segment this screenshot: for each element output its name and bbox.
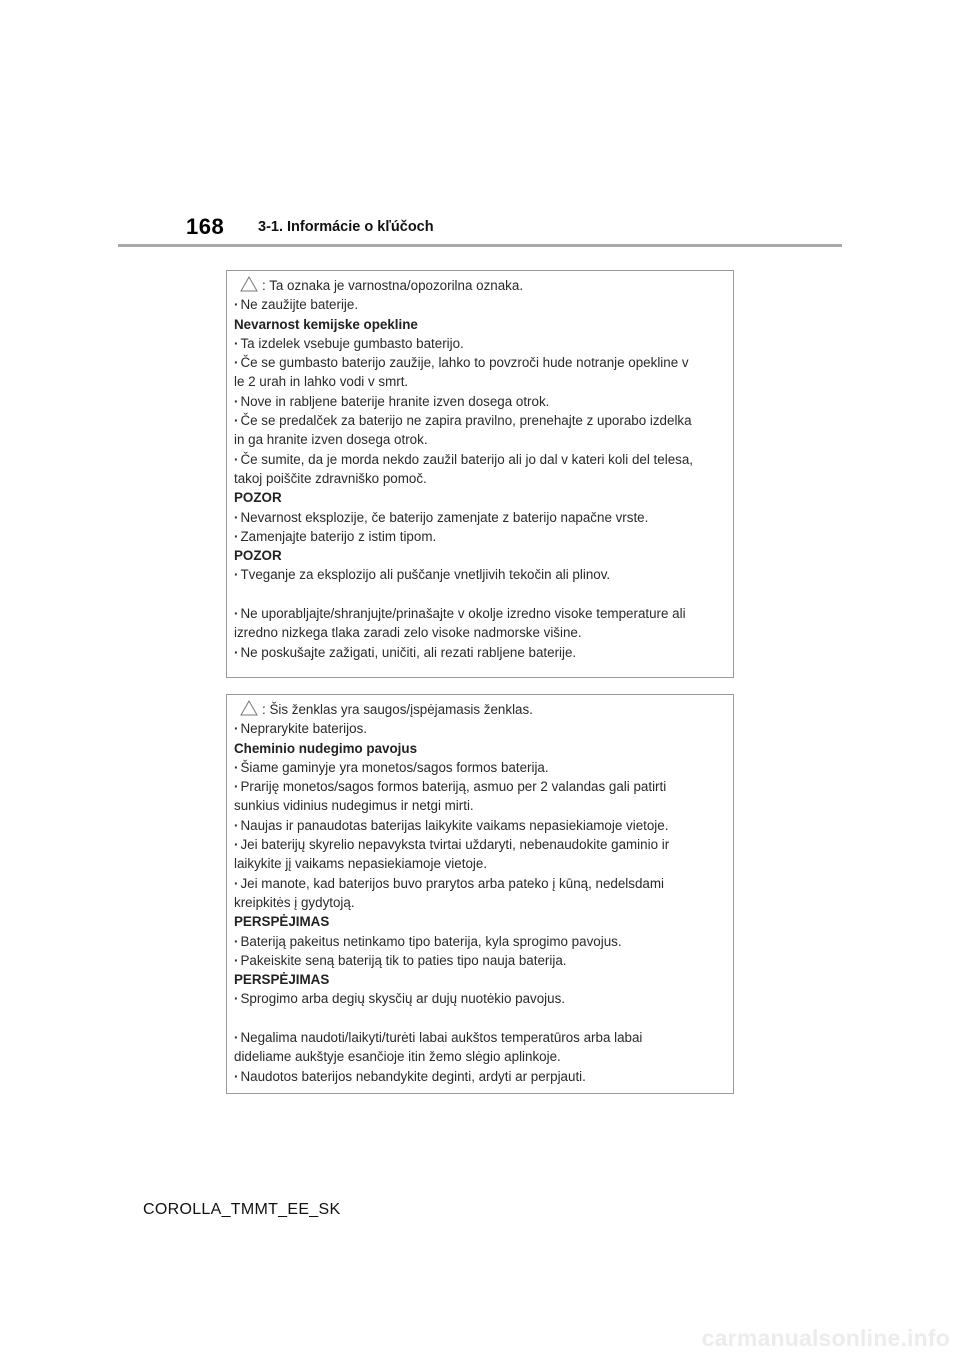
- bullet-item: [234, 565, 727, 584]
- line-text: POZOR: [234, 548, 282, 564]
- line-text: : Šis ženklas yra saugos/įspėjamasis ženklas.: [262, 702, 533, 717]
- bullet-item: [234, 353, 727, 372]
- warning-symbol-caption: [234, 700, 727, 719]
- continuation-line: [234, 796, 727, 815]
- warning-heading: [234, 739, 727, 758]
- line-text: Cheminio nudegimo pavojus: [234, 740, 418, 756]
- bullet-item: [234, 777, 727, 796]
- bullet-item: [234, 835, 727, 854]
- line-text: Bateriją pakeitus netinkamo tipo baterija, kyla sprogimo pavojus.: [240, 933, 622, 949]
- bullet-item: [234, 392, 727, 411]
- continuation-line: [234, 469, 727, 488]
- bullet-item: [234, 450, 727, 469]
- line-text: Ta izdelek vsebuje gumbasto baterijo.: [240, 335, 464, 351]
- line-text: Jei baterijų skyrelio nepavyksta tvirtai uždaryti, nebenaudokite gaminio ir: [240, 837, 670, 853]
- bullet-item: [234, 816, 727, 835]
- line-text: Jei manote, kad baterijos buvo prarytos arba pateko į kūną, nedelsdami: [240, 875, 665, 891]
- warning-box-lithuanian: [226, 694, 734, 1094]
- bullet-item: [234, 411, 727, 430]
- blank-line: [234, 1009, 727, 1028]
- warning-heading: [234, 970, 727, 989]
- line-text: Prariję monetos/sagos formos bateriją, asmuo per 2 valandas gali patirti: [240, 779, 667, 795]
- line-text: Ne zaužijte baterije.: [240, 297, 359, 313]
- continuation-line: [234, 430, 727, 449]
- warning-heading: [234, 546, 727, 565]
- bullet-item: [234, 527, 727, 546]
- line-text: kreipkitės į gydytoją.: [234, 894, 355, 910]
- line-text: : Ta oznaka je varnostna/opozorilna oznaka.: [262, 278, 524, 293]
- line-text: Ne poskušajte zažigati, uničiti, ali rezati rabljene baterije.: [240, 644, 577, 660]
- bullet-item: [234, 1028, 727, 1047]
- line-text: Če se predalček za baterijo ne zapira pravilno, prenehajte z uporabo izdelka: [240, 413, 692, 429]
- line-text: dideliame aukštyje esančioje itin žemo slėgio aplinkoje.: [234, 1049, 561, 1065]
- line-text: Neprarykite baterijos.: [240, 721, 367, 737]
- page-number: 168: [186, 214, 225, 239]
- line-text: izredno nizkega tlaka zaradi zelo visoke nadmorske višine.: [234, 625, 582, 641]
- warning-box-slovenian: [226, 270, 734, 678]
- continuation-line: [234, 1047, 727, 1066]
- line-text: Sprogimo arba degių skysčių ar dujų nuotėkio pavojus.: [240, 991, 566, 1007]
- watermark: carmanualsonline.info: [701, 1325, 950, 1351]
- section-title: 3-1. Informácie o kľúčoch: [258, 219, 434, 235]
- warning-heading: [234, 488, 727, 507]
- line-text: takoj poiščite zdravniško pomoč.: [234, 470, 427, 486]
- bullet-item: [234, 874, 727, 893]
- blank-line: [234, 585, 727, 604]
- line-text: Pakeiskite seną bateriją tik to paties tipo nauja baterija.: [240, 952, 567, 968]
- bullet-item: [234, 604, 727, 623]
- warning-heading: [234, 315, 727, 334]
- line-text: Nevarnost eksplozije, če baterijo zamenjate z baterijo napačne vrste.: [240, 509, 649, 525]
- line-text: sunkius vidinius nudegimus ir netgi mirti.: [234, 798, 474, 814]
- header-rule: [118, 244, 842, 247]
- bullet-item: [234, 989, 727, 1008]
- warning-triangle-icon: [240, 700, 258, 716]
- line-text: Naujas ir panaudotas baterijas laikykite vaikams nepasiekiamoje vietoje.: [240, 817, 669, 833]
- footer-document-code: COROLLA_TMMT_EE_SK: [143, 1201, 341, 1218]
- bullet-item: [234, 932, 727, 951]
- bullet-item: [234, 951, 727, 970]
- line-text: PERSPĖJIMAS: [234, 972, 330, 988]
- bullet-item: [234, 508, 727, 527]
- line-text: Naudotos baterijos nebandykite deginti, ardyti ar perpjauti.: [240, 1068, 586, 1084]
- line-text: PERSPĖJIMAS: [234, 914, 330, 930]
- line-text: Negalima naudoti/laikyti/turėti labai aukštos temperatūros arba labai: [240, 1030, 643, 1046]
- line-text: POZOR: [234, 490, 282, 506]
- warning-heading: [234, 912, 727, 931]
- line-text: Če se gumbasto baterijo zaužije, lahko to povzroči hude notranje opekline v: [240, 355, 689, 371]
- line-text: in ga hranite izven dosega otrok.: [234, 432, 428, 448]
- line-text: Šiame gaminyje yra monetos/sagos formos baterija.: [240, 759, 549, 775]
- bullet-item: [234, 719, 727, 738]
- warning-triangle-icon: [240, 276, 258, 292]
- line-text: laikykite jį vaikams nepasiekiamoje vietoje.: [234, 856, 488, 872]
- bullet-item: [234, 334, 727, 353]
- line-text: le 2 urah in lahko vodi v smrt.: [234, 374, 409, 390]
- bullet-item: [234, 1067, 727, 1086]
- bullet-item: [234, 758, 727, 777]
- line-text: Zamenjajte baterijo z istim tipom.: [240, 528, 437, 544]
- warning-symbol-caption: [234, 276, 727, 295]
- line-text: Če sumite, da je morda nekdo zaužil baterijo ali jo dal v kateri koli del telesa,: [240, 451, 694, 467]
- line-text: Ne uporabljajte/shranjujte/prinašajte v okolje izredno visoke temperature ali: [240, 606, 686, 622]
- line-text: Nove in rabljene baterije hranite izven dosega otrok.: [240, 393, 550, 409]
- bullet-item: [234, 643, 727, 662]
- line-text: Nevarnost kemijske opekline: [234, 316, 418, 332]
- continuation-line: [234, 854, 727, 873]
- bullet-item: [234, 295, 727, 314]
- continuation-line: [234, 372, 727, 391]
- continuation-line: [234, 893, 727, 912]
- continuation-line: [234, 623, 727, 642]
- line-text: Tveganje za eksplozijo ali puščanje vnetljivih tekočin ali plinov.: [240, 567, 611, 583]
